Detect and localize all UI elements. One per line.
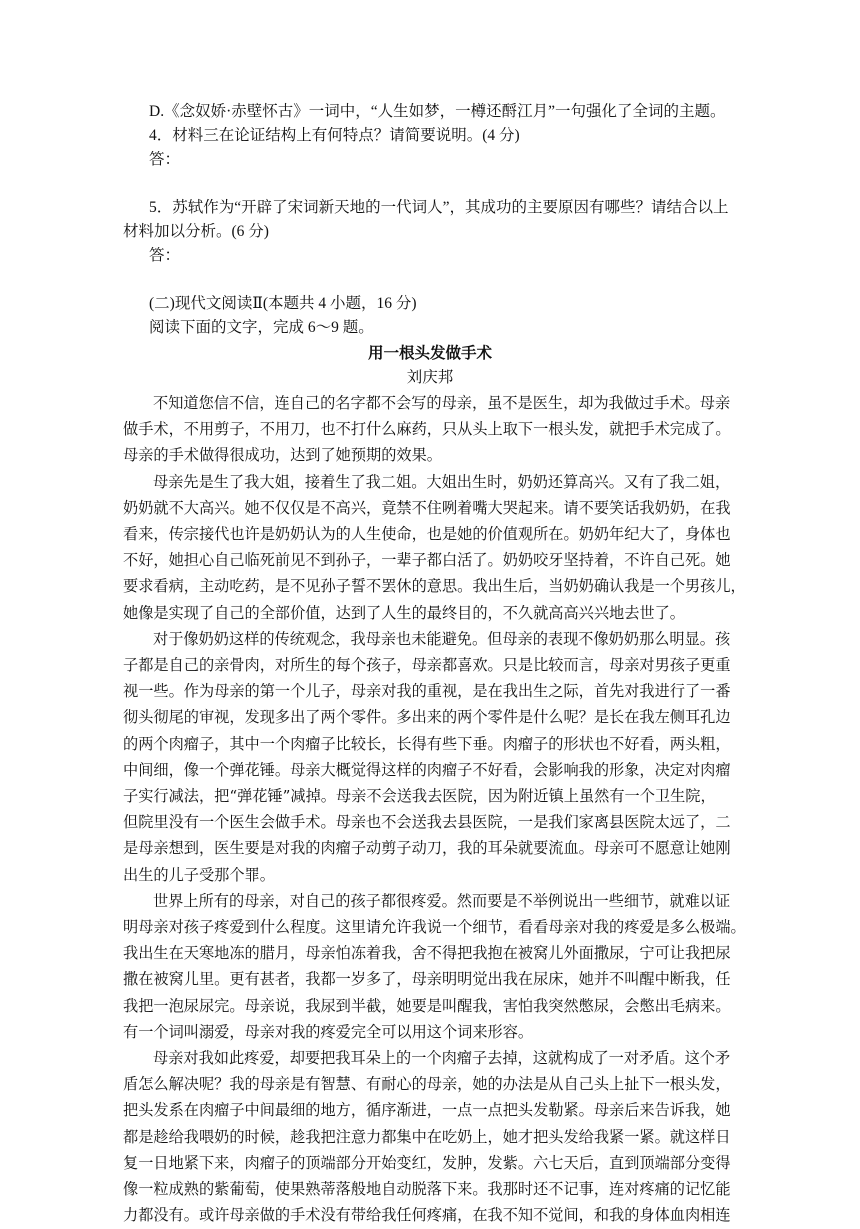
- article-line: 做手术，不用剪子，不用刀，也不打什么麻药，只从头上取下一根头发，就把手术完成了。: [123, 420, 731, 439]
- article-line: 子实行减法，把“弹花锤”减掉。母亲不会送我去医院，因为附近镇上虽然有一个卫生院，: [123, 787, 716, 806]
- article-line: 都是趁给我喂奶的时候，趁我把注意力都集中在吃奶上，她才把头发给我紧一紧。就这样日: [123, 1127, 731, 1146]
- question-4: 4．材料三在论证结构上有何特点？请简要说明。(4 分): [149, 127, 520, 144]
- answer-space: [123, 172, 737, 196]
- article-line: 把头发系在肉瘤子中间最细的地方，循序渐进，一点一点把头发勒紧。母亲后来告诉我，她: [123, 1101, 731, 1120]
- article-line: 母亲对我如此疼爱，却要把我耳朵上的一个肉瘤子去掉，这就构成了一对矛盾。这个矛: [153, 1049, 731, 1068]
- question-5-line-1: 5．苏轼作为“开辟了宋词新天地的一代词人”，其成功的主要原因有哪些？请结合以上: [149, 199, 729, 216]
- article-line: 出生的儿子受那个罪。: [123, 865, 275, 884]
- article-line: 力都没有。或许母亲做的手术没有带给我任何疼痛，在我不知不觉间，和我的身体血肉相连: [123, 1206, 731, 1225]
- article-line: 但院里没有一个医生会做手术。母亲也不会送我去县医院，一是我们家离县医院太远了，二: [123, 813, 731, 832]
- question-option-d: D.《念奴娇·赤壁怀古》一词中，“人生如梦，一樽还酹江月”一句强化了全词的主题。: [149, 103, 726, 120]
- article-line: 中间细，像一个弹花锤。母亲大概觉得这样的肉瘤子不好看，会影响我的形象，决定对肉瘤: [123, 760, 731, 779]
- article-line: 不好，她担心自己临死前见不到孙子，一辈子都白活了。奶奶咬牙坚持着，不许自己死。她: [123, 551, 731, 570]
- answer-space: [123, 268, 737, 292]
- section-heading: (二)现代文阅读Ⅱ(本题共 4 小题，16 分): [149, 295, 417, 312]
- question-4-answer: 答：: [149, 151, 181, 168]
- section-instruction: 阅读下面的文字，完成 6～9 题。: [149, 319, 374, 336]
- article-author: 刘庆邦: [406, 369, 454, 386]
- article-line: 有一个词叫溺爱，母亲对我的疼爱完全可以用这个词来形容。: [123, 1022, 534, 1041]
- article-line: 母亲先是生了我大姐，接着生了我二姐。大姐出生时，奶奶还算高兴。又有了我二姐，: [153, 472, 731, 491]
- article-line: 看来，传宗接代也许是奶奶认为的人生使命，也是她的价值观所在。奶奶年纪大了，身体也: [123, 525, 731, 544]
- article-line: 彻头彻尾的审视，发现多出了两个零件。多出来的两个零件是什么呢？是长在我左侧耳孔边: [123, 708, 731, 727]
- article-line: 不知道您信不信，连自己的名字都不会写的母亲，虽不是医生，却为我做过手术。母亲: [153, 394, 731, 412]
- article-line: 奶奶就不大高兴。她不仅仅是不高兴，竟禁不住咧着嘴大哭起来。请不要笑话我奶奶，在我: [123, 498, 731, 517]
- article-line: 世界上所有的母亲，对自己的孩子都很疼爱。然而要是不举例说出一些细节，就难以证: [153, 891, 731, 910]
- article-line: 子都是自己的亲骨肉，对所生的每个孩子，母亲都喜欢。只是比较而言，母亲对男孩子更重: [123, 656, 731, 675]
- article-line: 对于像奶奶这样的传统观念，我母亲也未能避免。但母亲的表现不像奶奶那么明显。孩: [153, 629, 731, 648]
- article-line: 我把一泡尿尿完。母亲说，我尿到半截，她要是叫醒我，害怕我突然憋尿，会憋出毛病来。: [123, 996, 731, 1015]
- article-line: 盾怎么解决呢？我的母亲是有智慧、有耐心的母亲，她的办法是从自己头上扯下一根头发，: [123, 1075, 731, 1094]
- article-line: 她像是实现了自己的全部价值，达到了人生的最终目的，不久就高高兴兴地去世了。: [123, 603, 685, 622]
- question-5-answer: 答：: [149, 247, 181, 264]
- article-line: 要求看病，主动吃药，是不见孙子誓不罢休的意思。我出生后，当奶奶确认我是一个男孩儿，: [123, 577, 746, 596]
- article-body: [123, 390, 746, 1229]
- article-line: 我出生在天寒地冻的腊月，母亲怕冻着我，舍不得把我抱在被窝儿外面撒尿，宁可让我把尿: [123, 944, 731, 963]
- article-title: 用一根头发做手术: [367, 345, 492, 362]
- article-line: 明母亲对孩子疼爱到什么程度。这里请允许我说一个细节，看看母亲对我的疼爱是多么极端。: [123, 918, 746, 937]
- article-line: 撒在被窝儿里。更有甚者，我都一岁多了，母亲明明觉出我在尿床，她并不叫醒中断我，任: [123, 970, 731, 989]
- article-line: 视一些。作为母亲的第一个儿子，母亲对我的重视，是在我出生之际，首先对我进行了一番: [123, 682, 731, 701]
- article-line: 的两个肉瘤子，其中一个肉瘤子比较长，长得有些下垂。肉瘤子的形状也不好看，两头粗，: [123, 734, 731, 753]
- article-line: 像一粒成熟的紫葡萄，使果熟蒂落般地自动脱落下来。我那时还不记事，连对疼痛的记忆能: [123, 1180, 731, 1199]
- article-line: 母亲的手术做得很成功，达到了她预期的效果。: [123, 446, 442, 465]
- article-line: 复一日地紧下来，肉瘤子的顶端部分开始变红，发肿，发紫。六七天后，直到顶端部分变得: [123, 1153, 731, 1172]
- page-content: [123, 100, 746, 1229]
- question-5-line-2: 材料加以分析。(6 分): [123, 223, 269, 240]
- article-line: 是母亲想到，医生要是对我的肉瘤子动剪子动刀，我的耳朵就要流血。母亲可不愿意让她刚: [123, 839, 731, 858]
